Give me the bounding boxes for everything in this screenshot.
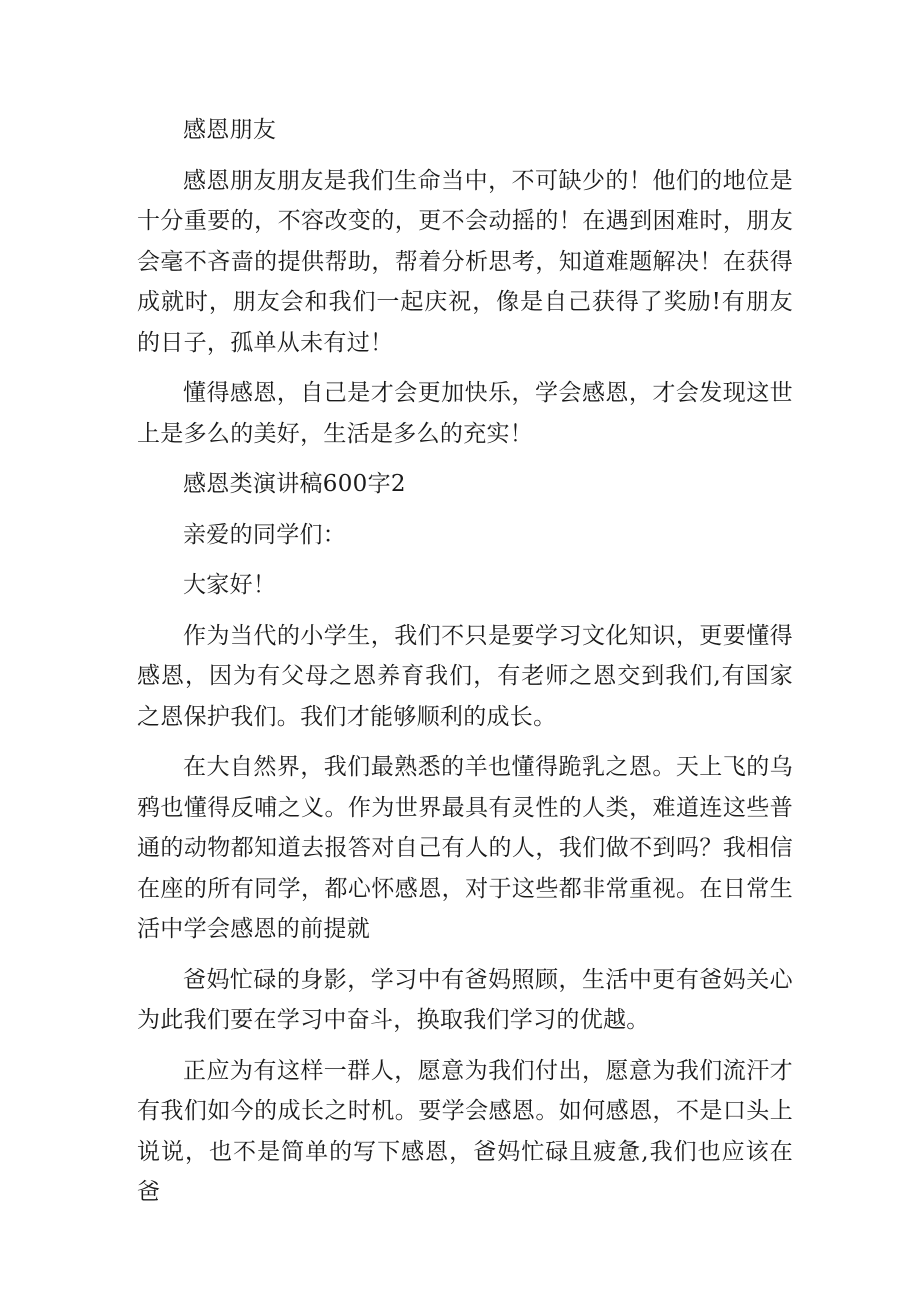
paragraph: 懂得感恩，自己是才会更加快乐，学会感恩，才会发现这世上是多么的美好，生活是多么的充实！: [137, 380, 793, 447]
paragraph: 在大自然界，我们最熟悉的羊也懂得跪乳之恩。天上飞的乌鸦也懂得反哺之义。作为世界最具有灵性的人类，难道连这些普通的动物都知道去报答对自己有人的人，我们做不到吗？我相信在座的所有同学，都心怀感恩，对于这些都非常重视。在日常生活中学会感恩的前提就: [137, 754, 793, 942]
paragraph: 作为当代的小学生，我们不只是要学习文化知识，更要懂得感恩，因为有父母之恩养育我们，有老师之恩交到我们,有国家之恩保护我们。我们才能够顺利的成长。: [137, 622, 793, 730]
section-heading-speech: 感恩类演讲稿600字2: [183, 471, 406, 497]
document-body: [137, 110, 793, 1223]
greeting: 大家好！: [183, 572, 277, 598]
paragraph: 正应为有这样一群人，愿意为我们付出，愿意为我们流汗才有我们如今的成长之时机。要学会感恩。如何感恩，不是口头上说说，也不是简单的写下感恩，爸妈忙碌且疲惫,我们也应该在爸: [137, 1057, 793, 1205]
paragraph: 爸妈忙碌的身影，学习中有爸妈照顾，生活中更有爸妈关心为此我们要在学习中奋斗，换取我们学习的优越。: [137, 966, 793, 1033]
section-heading-gratitude-friends: 感恩朋友: [183, 117, 277, 143]
salutation: 亲爱的同学们：: [183, 521, 347, 548]
paragraph: 感恩朋友朋友是我们生命当中，不可缺少的！他们的地位是十分重要的，不容改变的，更不会动摇的！在遇到困难时，朋友会毫不吝啬的提供帮助，帮着分析思考，知道难题解决！在获得成就时，朋友会和我们一起庆祝，像是自己获得了奖励!有朋友的日子，孤单从未有过！: [137, 167, 793, 356]
